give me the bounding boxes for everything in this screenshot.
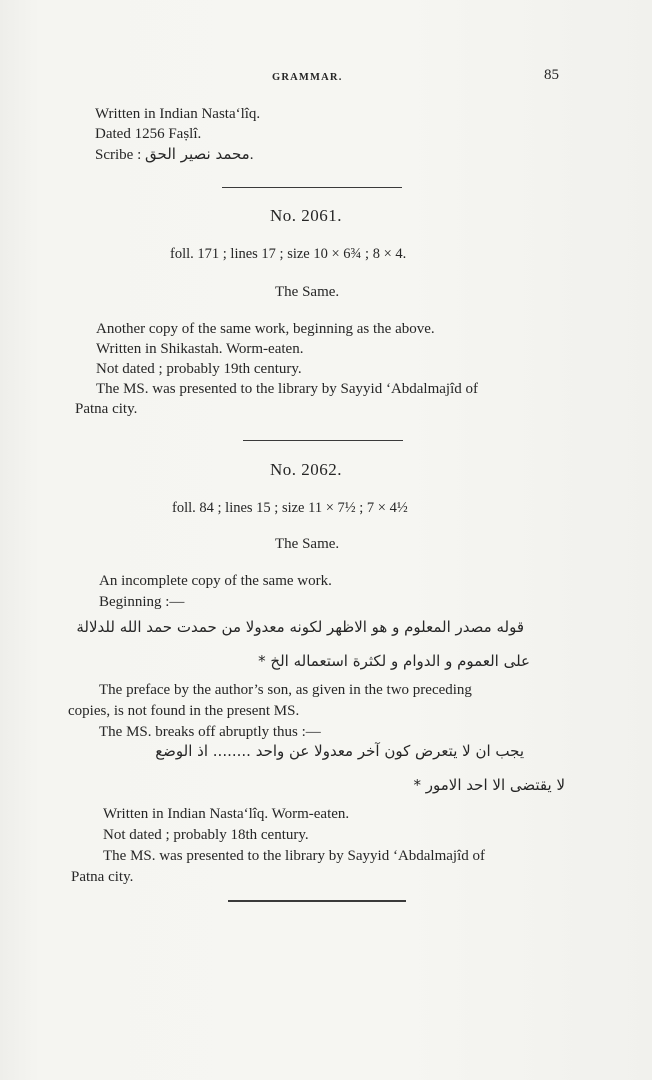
preface-line: The preface by the author’s son, as given in the two preceding: [99, 682, 472, 698]
entry-line: Written in Shikastah. Worm-eaten.: [96, 341, 304, 357]
arabic-ending-line: یجب ان لا یتعرض کون آخر معدولا عن واحد ........ اذ الوضع: [155, 742, 524, 760]
date-line: Dated 1256 Faṣlî.: [95, 126, 202, 142]
breaks-line: The MS. breaks off abruptly thus :—: [99, 724, 321, 740]
scribe-end: .: [249, 147, 254, 163]
closing-line: Patna city.: [71, 869, 134, 885]
arabic-ending-line: لا یقتضی الا احد الامور *: [413, 776, 565, 794]
section-divider: [243, 440, 403, 441]
script-line: Written in Indian Nasta‘lîq.: [95, 106, 261, 122]
section-divider: [228, 900, 406, 902]
page-number: 85: [544, 67, 559, 83]
closing-line: The MS. was presented to the library by Sayyid ‘Abdalmajîd of: [103, 848, 486, 864]
entry-line: Another copy of the same work, beginning as the above.: [96, 321, 435, 337]
entry-line: The MS. was presented to the library by Sayyid ‘Abdalmajîd of: [96, 381, 479, 397]
entry-heading: No. 2062.: [270, 460, 343, 479]
scribe-name-arabic: محمد نصیر الحق: [145, 145, 250, 163]
entry-line: Not dated ; probably 19th century.: [96, 361, 302, 377]
beginning-label: Beginning :—: [99, 594, 185, 610]
entry-line: Patna city.: [75, 401, 138, 417]
entry-meta: foll. 171 ; lines 17 ; size 10 × 6¾ ; 8 × 4.: [170, 246, 407, 262]
entry-subtitle: The Same.: [275, 284, 340, 300]
scribe-label: Scribe :: [95, 147, 142, 163]
arabic-beginning-line: علی العموم و الدوام و لکثرة استعماله الخ *: [258, 652, 530, 670]
preface-line: copies, is not found in the present MS.: [68, 703, 300, 719]
entry-heading: No. 2061.: [270, 206, 343, 225]
entry-line: An incomplete copy of the same work.: [99, 573, 332, 589]
arabic-beginning-line: قوله مصدر المعلوم و هو الاظهر لکونه معدولا من حمدت حمد الله للدلالة: [76, 618, 524, 636]
running-head: GRAMMAR.: [272, 72, 343, 83]
closing-line: Not dated ; probably 18th century.: [103, 827, 309, 843]
entry-meta: foll. 84 ; lines 15 ; size 11 × 7½ ; 7 × 4½: [172, 500, 408, 516]
closing-line: Written in Indian Nasta‘lîq. Worm-eaten.: [103, 806, 350, 822]
section-divider: [222, 187, 402, 188]
scribe-line: [95, 145, 253, 164]
entry-subtitle: The Same.: [275, 536, 340, 552]
